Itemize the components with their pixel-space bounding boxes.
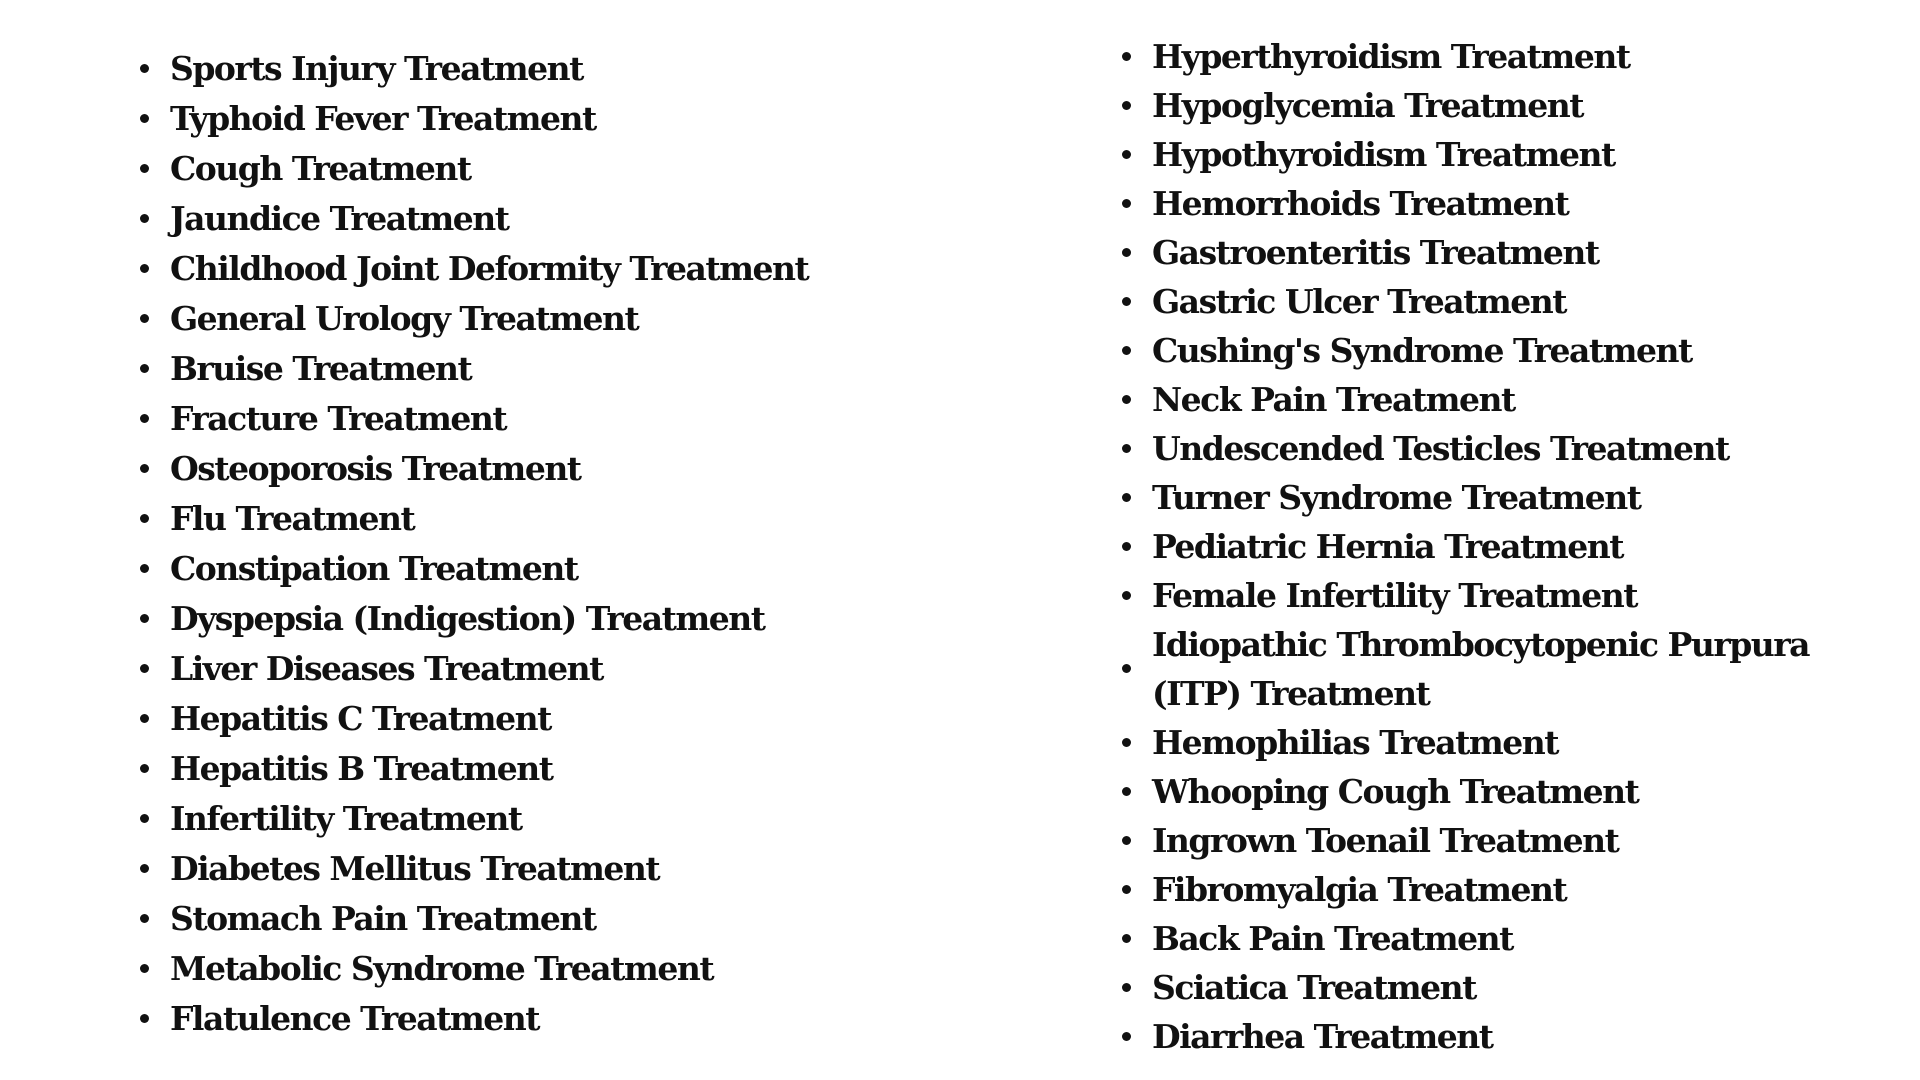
list-item (140, 544, 1020, 594)
list-item (1122, 620, 1902, 718)
list-item (1122, 424, 1902, 473)
bullet-icon (1122, 787, 1131, 796)
list-item-label: Hypoglycemia Treatment (1152, 86, 1583, 125)
list-item-label: Diabetes Mellitus Treatment (170, 849, 660, 888)
bullet-icon (1122, 664, 1131, 673)
list-item-label: Typhoid Fever Treatment (170, 99, 596, 138)
list-item-label: Sports Injury Treatment (170, 49, 583, 88)
bullet-icon (140, 1014, 149, 1023)
list-item-label: Idiopathic Thrombocytopenic Purpura (ITP) Treatment (1152, 625, 1810, 713)
list-item (1122, 375, 1902, 424)
bullet-icon (140, 214, 149, 223)
list-item-label: Gastroenteritis Treatment (1152, 233, 1599, 272)
bullet-icon (140, 514, 149, 523)
list-item-label: Hemorrhoids Treatment (1152, 184, 1569, 223)
bullet-icon (1122, 983, 1131, 992)
bullet-icon (140, 264, 149, 273)
bullet-icon (140, 714, 149, 723)
list-item-label: Childhood Joint Deformity Treatment (170, 249, 809, 288)
list-item (140, 594, 1020, 644)
list-item (1122, 718, 1902, 767)
bullet-icon (1122, 934, 1131, 943)
bullet-icon (140, 764, 149, 773)
list-item-label: Hepatitis B Treatment (170, 749, 553, 788)
list-item-label: General Urology Treatment (170, 299, 639, 338)
list-item (1122, 865, 1902, 914)
list-item (140, 194, 1020, 244)
bullet-icon (1122, 297, 1131, 306)
list-item (140, 144, 1020, 194)
list-item-label: Hepatitis C Treatment (170, 699, 551, 738)
bullet-icon (1122, 150, 1131, 159)
list-item (140, 794, 1020, 844)
list-item (140, 444, 1020, 494)
bullet-icon (140, 814, 149, 823)
list-item (140, 44, 1020, 94)
list-item (1122, 277, 1902, 326)
bullet-icon (140, 114, 149, 123)
list-item-label: Pediatric Hernia Treatment (1152, 527, 1623, 566)
bullet-icon (1122, 248, 1131, 257)
bullet-icon (1122, 346, 1131, 355)
list-item (1122, 816, 1902, 865)
list-item-label: Metabolic Syndrome Treatment (170, 949, 714, 988)
list-item-label: Hyperthyroidism Treatment (1152, 37, 1630, 76)
list-item-label: Stomach Pain Treatment (170, 899, 596, 938)
list-item (1122, 963, 1902, 1012)
list-item (1122, 130, 1902, 179)
bullet-icon (1122, 101, 1131, 110)
list-item-label: Cushing's Syndrome Treatment (1152, 331, 1692, 370)
list-item-label: Sciatica Treatment (1152, 968, 1476, 1007)
bullet-icon (140, 314, 149, 323)
list-item (1122, 914, 1902, 963)
list-item (1122, 326, 1902, 375)
list-item (140, 394, 1020, 444)
list-item (140, 894, 1020, 944)
list-item (140, 344, 1020, 394)
bullet-icon (1122, 199, 1131, 208)
list-item-label: Gastric Ulcer Treatment (1152, 282, 1566, 321)
bullet-icon (140, 564, 149, 573)
list-item-label: Bruise Treatment (170, 349, 472, 388)
list-item-label: Hemophilias Treatment (1152, 723, 1559, 762)
list-item-label: Fracture Treatment (170, 399, 507, 438)
bullet-icon (140, 464, 149, 473)
list-item (140, 644, 1020, 694)
list-item-label: Back Pain Treatment (1152, 919, 1513, 958)
list-item-label: Liver Diseases Treatment (170, 649, 603, 688)
treatment-list-left (140, 44, 1020, 1044)
bullet-icon (140, 864, 149, 873)
list-item (1122, 767, 1902, 816)
treatment-list-right (1122, 32, 1902, 1061)
list-item (1122, 81, 1902, 130)
bullet-icon (140, 964, 149, 973)
bullet-icon (1122, 52, 1131, 61)
bullet-icon (140, 664, 149, 673)
list-item-label: Constipation Treatment (170, 549, 578, 588)
list-item (140, 94, 1020, 144)
list-item (140, 844, 1020, 894)
bullet-icon (140, 614, 149, 623)
list-item-label: Osteoporosis Treatment (170, 449, 581, 488)
list-item (140, 944, 1020, 994)
list-item-label: Undescended Testicles Treatment (1152, 429, 1729, 468)
bullet-icon (140, 164, 149, 173)
bullet-icon (140, 64, 149, 73)
bullet-icon (1122, 444, 1131, 453)
list-item-label: Dyspepsia (Indigestion) Treatment (170, 599, 765, 638)
bullet-icon (140, 914, 149, 923)
bullet-icon (1122, 885, 1131, 894)
bullet-icon (1122, 542, 1131, 551)
bullet-icon (1122, 738, 1131, 747)
list-item-label: Flatulence Treatment (170, 999, 539, 1038)
list-item-label: Diarrhea Treatment (1152, 1017, 1493, 1056)
list-item (140, 994, 1020, 1044)
bullet-icon (1122, 395, 1131, 404)
list-item (140, 294, 1020, 344)
list-item (140, 744, 1020, 794)
list-item-label: Flu Treatment (170, 499, 415, 538)
bullet-icon (1122, 836, 1131, 845)
bullet-icon (1122, 591, 1131, 600)
bullet-icon (1122, 493, 1131, 502)
bullet-icon (140, 364, 149, 373)
list-item-label: Cough Treatment (170, 149, 471, 188)
list-item (140, 694, 1020, 744)
list-item (1122, 228, 1902, 277)
list-item (140, 244, 1020, 294)
bullet-icon (1122, 1032, 1131, 1041)
list-item (140, 494, 1020, 544)
list-item-label: Female Infertility Treatment (1152, 576, 1638, 615)
list-item-label: Neck Pain Treatment (1152, 380, 1515, 419)
list-item (1122, 32, 1902, 81)
list-item (1122, 179, 1902, 228)
list-item (1122, 1012, 1902, 1061)
list-item-label: Hypothyroidism Treatment (1152, 135, 1615, 174)
bullet-icon (140, 414, 149, 423)
list-item (1122, 571, 1902, 620)
list-item (1122, 473, 1902, 522)
list-item (1122, 522, 1902, 571)
list-item-label: Ingrown Toenail Treatment (1152, 821, 1619, 860)
list-item-label: Fibromyalgia Treatment (1152, 870, 1567, 909)
list-item-label: Infertility Treatment (170, 799, 522, 838)
list-item-label: Whooping Cough Treatment (1152, 772, 1639, 811)
list-item-label: Jaundice Treatment (170, 199, 509, 238)
list-item-label: Turner Syndrome Treatment (1152, 478, 1641, 517)
